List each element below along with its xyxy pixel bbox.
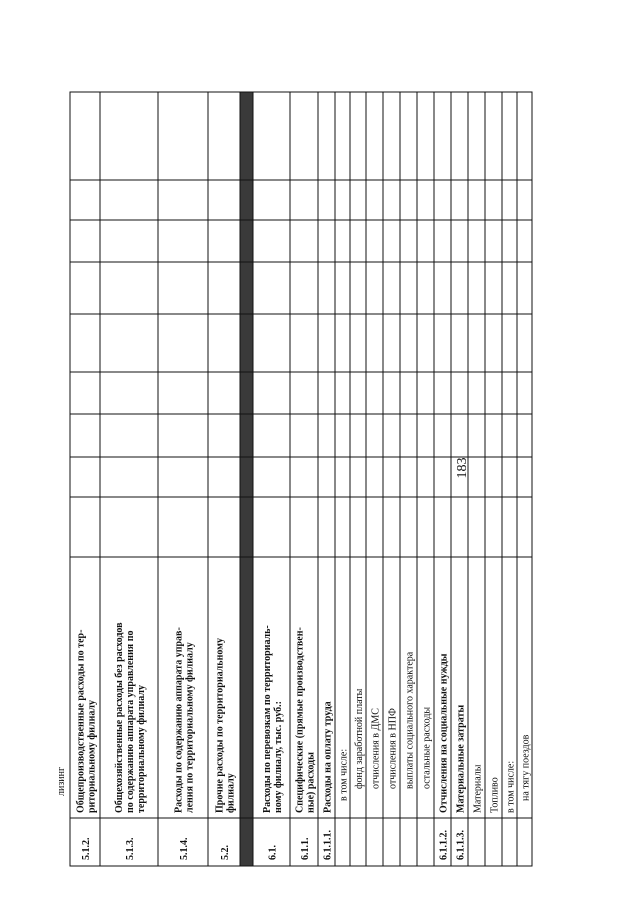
row-description: ления по территориальному филиалу xyxy=(184,642,196,813)
row-description: фонд заработной платы xyxy=(354,688,365,789)
row-description: Общепроизводственные расходы по тер- xyxy=(75,629,87,813)
row-description: Материалы xyxy=(472,764,484,813)
row-description: филиалу xyxy=(225,773,237,813)
row-description: остальные расходы xyxy=(421,706,433,789)
top-label-text: лизинг xyxy=(56,766,67,796)
row-description: по содержанию аппарата управления по xyxy=(125,630,136,813)
row-code: 6.1.1.1. xyxy=(322,830,334,860)
shaded-separator-row xyxy=(240,92,253,866)
row-description: Отчисления на социальные нужды xyxy=(438,653,450,813)
row-description: Расходы по перевозкам по территориаль- xyxy=(262,625,273,813)
row-description: ные) расходы xyxy=(305,752,317,813)
row-description: Прочие расходы по территориальному xyxy=(214,638,226,813)
row-description: территориальному филиалу xyxy=(136,685,147,813)
row-description: Общехозяйственные расходы без расходов xyxy=(114,622,125,813)
row-description: отчисления в ДМС xyxy=(370,708,382,789)
row-description: в том числе: xyxy=(338,748,350,801)
row-description: ному филиалу, тыс. руб.: xyxy=(273,701,284,813)
row-code: 6.1. xyxy=(267,845,279,860)
row-code: 6.1.1. xyxy=(300,837,311,860)
row-code: 5.1.2. xyxy=(81,837,92,860)
row-code: 6.1.1.2. xyxy=(438,830,450,860)
row-description: Расходы на оплату труда xyxy=(322,701,334,813)
row-code: 5.2. xyxy=(220,845,231,860)
row-code: 5.1.3. xyxy=(125,837,136,860)
row-description: риториальному филиалу xyxy=(86,699,98,813)
row-code: 6.1.1.3. xyxy=(455,830,467,860)
row-description: Расходы по содержанию аппарата управ- xyxy=(173,627,185,813)
row-description: Специфические (прямые производствен- xyxy=(294,627,306,813)
row-description: в том числе: xyxy=(505,760,517,813)
row-code: 5.1.4. xyxy=(179,837,190,860)
row-description: на тягу поездов xyxy=(520,734,532,801)
page-number: 183 xyxy=(455,457,470,479)
row-description: отчисления в НПФ xyxy=(387,708,399,789)
row-description: Топливо xyxy=(489,777,501,813)
row-description: Материальные затраты xyxy=(455,704,467,813)
row-description: выплаты социального характера xyxy=(404,651,416,789)
